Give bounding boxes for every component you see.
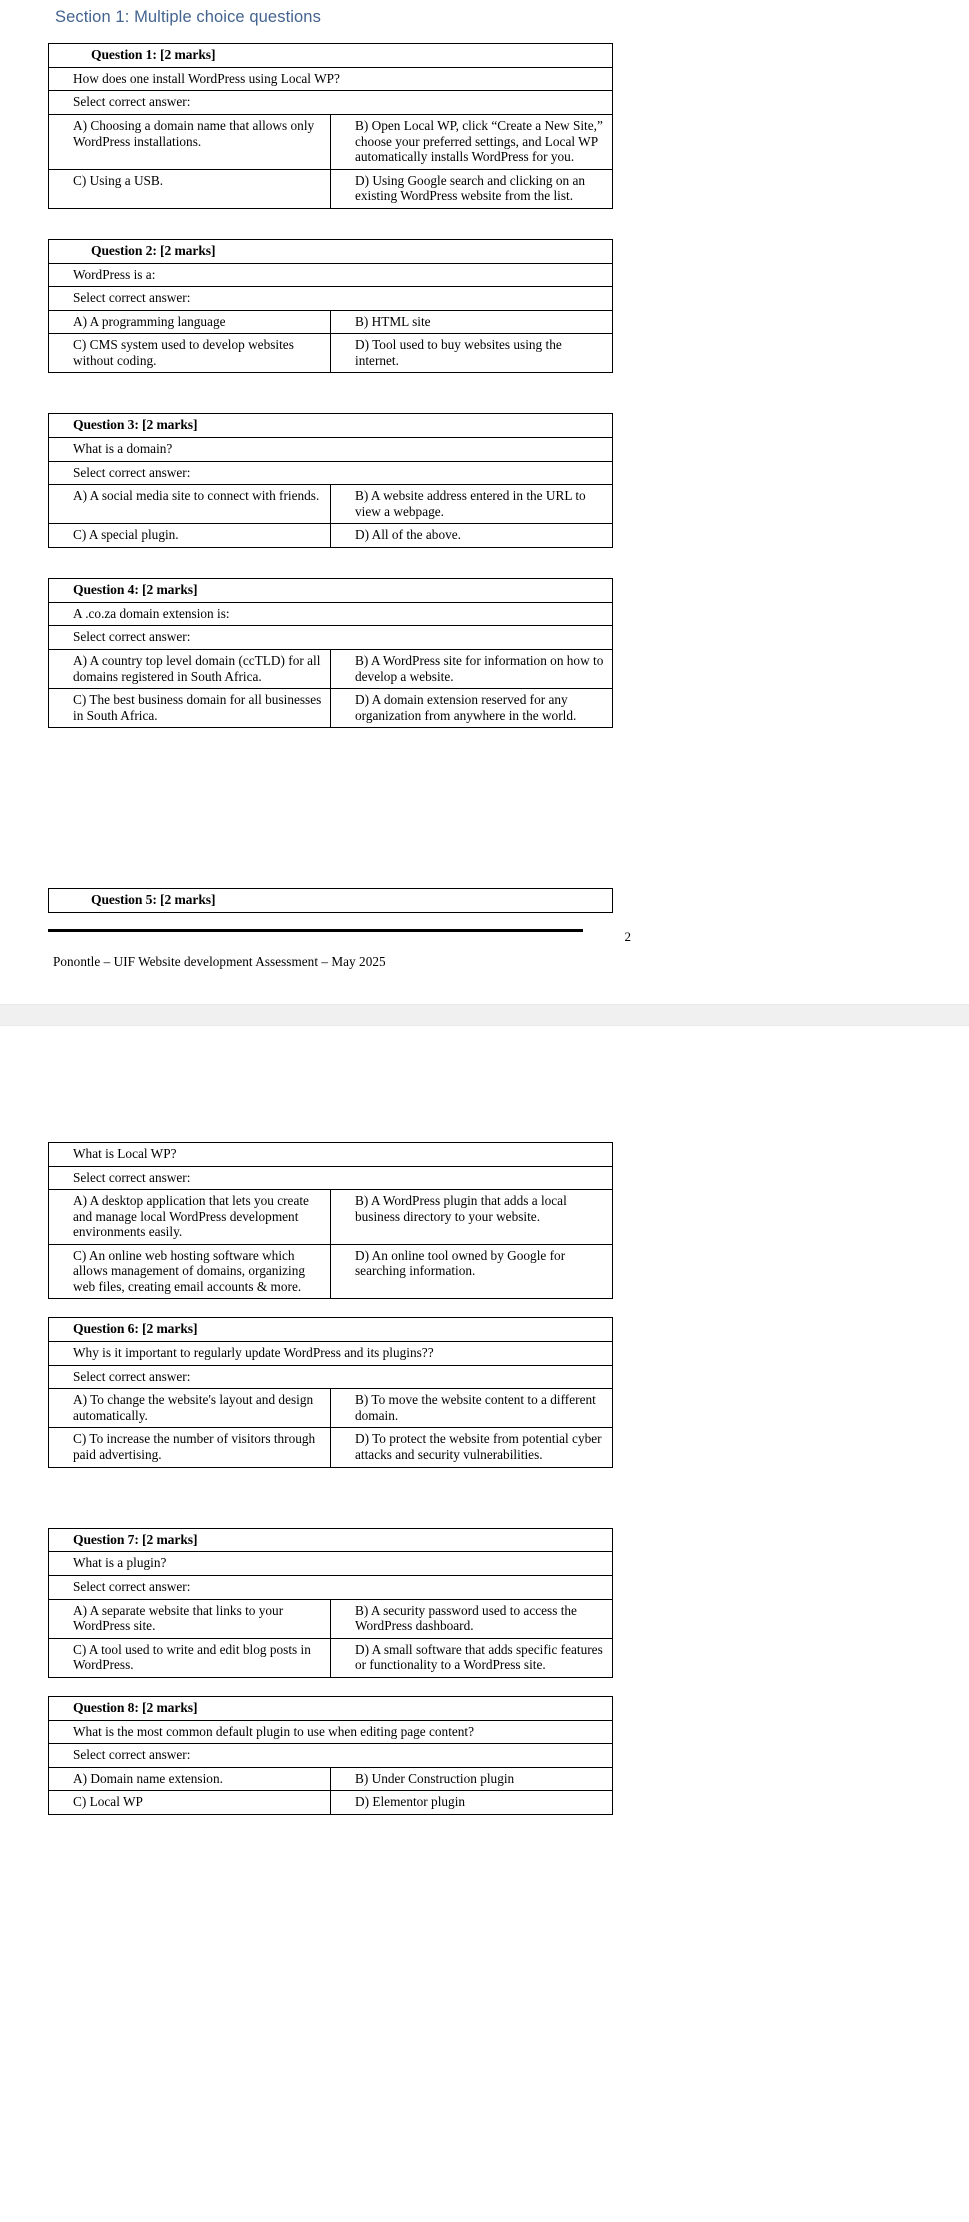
table-row [49,91,613,115]
question-1-option-a[interactable]: A) Choosing a domain name that allows only WordPress installations. [49,114,331,169]
table-row [49,1342,613,1366]
table-row [49,1244,613,1299]
question-4-header: Question 4: [2 marks] [49,578,613,602]
table-row [49,1552,613,1576]
table-row [49,310,613,334]
document-page-1 [0,0,969,1004]
question-7-option-d[interactable]: D) A small software that adds specific features or functionality to a WordPress site. [331,1638,613,1677]
question-8-header: Question 8: [2 marks] [49,1696,613,1720]
question-7-option-c[interactable]: C) A tool used to write and edit blog posts in WordPress. [49,1638,331,1677]
table-row [49,602,613,626]
table-row [49,524,613,548]
question-2-option-b[interactable]: B) HTML site [331,310,613,334]
page-break-divider [0,1004,969,1026]
table-row [49,1190,613,1245]
spacer [48,209,613,239]
question-5-header: Question 5: [2 marks] [49,889,613,913]
question-4-option-b[interactable]: B) A WordPress site for information on how to develop a website. [331,649,613,688]
page-number: 2 [624,929,631,945]
spacer [48,1299,613,1317]
table-row [49,169,613,208]
question-5-option-a[interactable]: A) A desktop application that lets you create and manage local WordPress development environments easily. [49,1190,331,1245]
question-8-option-c[interactable]: C) Local WP [49,1791,331,1815]
question-1-option-c[interactable]: C) Using a USB. [49,169,331,208]
table-row [49,438,613,462]
question-6-option-c[interactable]: C) To increase the number of visitors through paid advertising. [49,1428,331,1467]
question-3-option-b[interactable]: B) A website address entered in the URL to view a webpage. [331,485,613,524]
question-6-select-label: Select correct answer: [49,1365,613,1389]
question-2-header: Question 2: [2 marks] [49,239,613,263]
footer-text: Ponontle – UIF Website development Assessment – May 2025 [53,954,386,970]
question-6-option-d[interactable]: D) To protect the website from potential cyber attacks and security vulnerabilities. [331,1428,613,1467]
question-6-option-a[interactable]: A) To change the website's layout and design automatically. [49,1389,331,1428]
table-row [49,1166,613,1190]
question-5-option-b[interactable]: B) A WordPress plugin that adds a local business directory to your website. [331,1190,613,1245]
question-block-8 [48,1696,613,1815]
table-row [49,1791,613,1815]
document-page-2 [0,1026,969,1815]
spacer [48,548,613,578]
table-row [49,263,613,287]
question-7-option-a[interactable]: A) A separate website that links to your WordPress site. [49,1599,331,1638]
table-row [49,485,613,524]
question-4-select-label: Select correct answer: [49,626,613,650]
table-row [49,578,613,602]
question-8-stem: What is the most common default plugin to use when editing page content? [49,1720,613,1744]
question-3-header: Question 3: [2 marks] [49,414,613,438]
table-row [49,1638,613,1677]
question-2-stem: WordPress is a: [49,263,613,287]
question-1-option-b[interactable]: B) Open Local WP, click “Create a New Site,” choose your preferred settings, and Local WP automatically installs WordPress for you. [331,114,613,169]
table-row [49,414,613,438]
page-title: Section 1: Multiple choice questions [55,8,321,26]
table-row [49,1318,613,1342]
table-row [49,1576,613,1600]
table-row [49,1599,613,1638]
table-row [49,239,613,263]
question-4-option-d[interactable]: D) A domain extension reserved for any organization from anywhere in the world. [331,689,613,728]
table-row [49,1428,613,1467]
question-1-header: Question 1: [2 marks] [49,44,613,68]
question-3-select-label: Select correct answer: [49,461,613,485]
question-7-select-label: Select correct answer: [49,1576,613,1600]
question-block-7 [48,1528,613,1678]
question-7-header: Question 7: [2 marks] [49,1528,613,1552]
table-row [49,1143,613,1167]
table-row [49,1744,613,1768]
question-block-2 [48,239,613,374]
table-row [49,689,613,728]
spacer [48,1678,613,1696]
question-block-4 [48,578,613,728]
question-3-stem: What is a domain? [49,438,613,462]
question-5-stem: What is Local WP? [49,1143,613,1167]
question-3-option-d[interactable]: D) All of the above. [331,524,613,548]
spacer [0,1026,969,1142]
table-row [49,67,613,91]
spacer [48,728,613,888]
table-row [49,114,613,169]
question-8-option-b[interactable]: B) Under Construction plugin [331,1767,613,1791]
spacer [48,373,613,413]
table-row [49,1696,613,1720]
question-block-5 [48,1142,613,1299]
question-2-option-a[interactable]: A) A programming language [49,310,331,334]
table-row [49,1528,613,1552]
question-2-option-d[interactable]: D) Tool used to buy websites using the internet. [331,334,613,373]
question-5-option-c[interactable]: C) An online web hosting software which allows management of domains, organizing web files, creating email accounts & more. [49,1244,331,1299]
table-row [49,1720,613,1744]
table-row [49,287,613,311]
question-1-select-label: Select correct answer: [49,91,613,115]
question-1-stem: How does one install WordPress using Local WP? [49,67,613,91]
question-3-option-a[interactable]: A) A social media site to connect with friends. [49,485,331,524]
question-7-option-b[interactable]: B) A security password used to access the WordPress dashboard. [331,1599,613,1638]
spacer [0,970,969,1004]
question-4-stem: A .co.za domain extension is: [49,602,613,626]
question-8-option-a[interactable]: A) Domain name extension. [49,1767,331,1791]
question-block-6 [48,1317,613,1467]
question-6-option-b[interactable]: B) To move the website content to a different domain. [331,1389,613,1428]
table-row [49,44,613,68]
page-1-content [48,0,613,913]
question-8-select-label: Select correct answer: [49,1744,613,1768]
table-row [49,334,613,373]
question-2-option-c[interactable]: C) CMS system used to develop websites without coding. [49,334,331,373]
question-block-1 [48,43,613,209]
question-7-stem: What is a plugin? [49,1552,613,1576]
question-5-select-label: Select correct answer: [49,1166,613,1190]
question-6-stem: Why is it important to regularly update WordPress and its plugins?? [49,1342,613,1366]
question-8-option-d[interactable]: D) Elementor plugin [331,1791,613,1815]
table-row [49,1389,613,1428]
question-1-option-d[interactable]: D) Using Google search and clicking on an existing WordPress website from the list. [331,169,613,208]
table-row [49,649,613,688]
table-row [49,1365,613,1389]
question-block-3 [48,413,613,548]
page-2-content [48,1142,613,1815]
question-block-5-header [48,888,613,913]
question-5-option-d[interactable]: D) An online tool owned by Google for searching information. [331,1244,613,1299]
spacer [48,1468,613,1528]
table-row [49,461,613,485]
table-row [49,889,613,913]
question-6-header: Question 6: [2 marks] [49,1318,613,1342]
table-row [49,626,613,650]
table-row [49,1767,613,1791]
question-4-option-c[interactable]: C) The best business domain for all businesses in South Africa. [49,689,331,728]
question-2-select-label: Select correct answer: [49,287,613,311]
question-4-option-a[interactable]: A) A country top level domain (ccTLD) for all domains registered in South Africa. [49,649,331,688]
question-3-option-c[interactable]: C) A special plugin. [49,524,331,548]
page-footer [48,929,631,970]
